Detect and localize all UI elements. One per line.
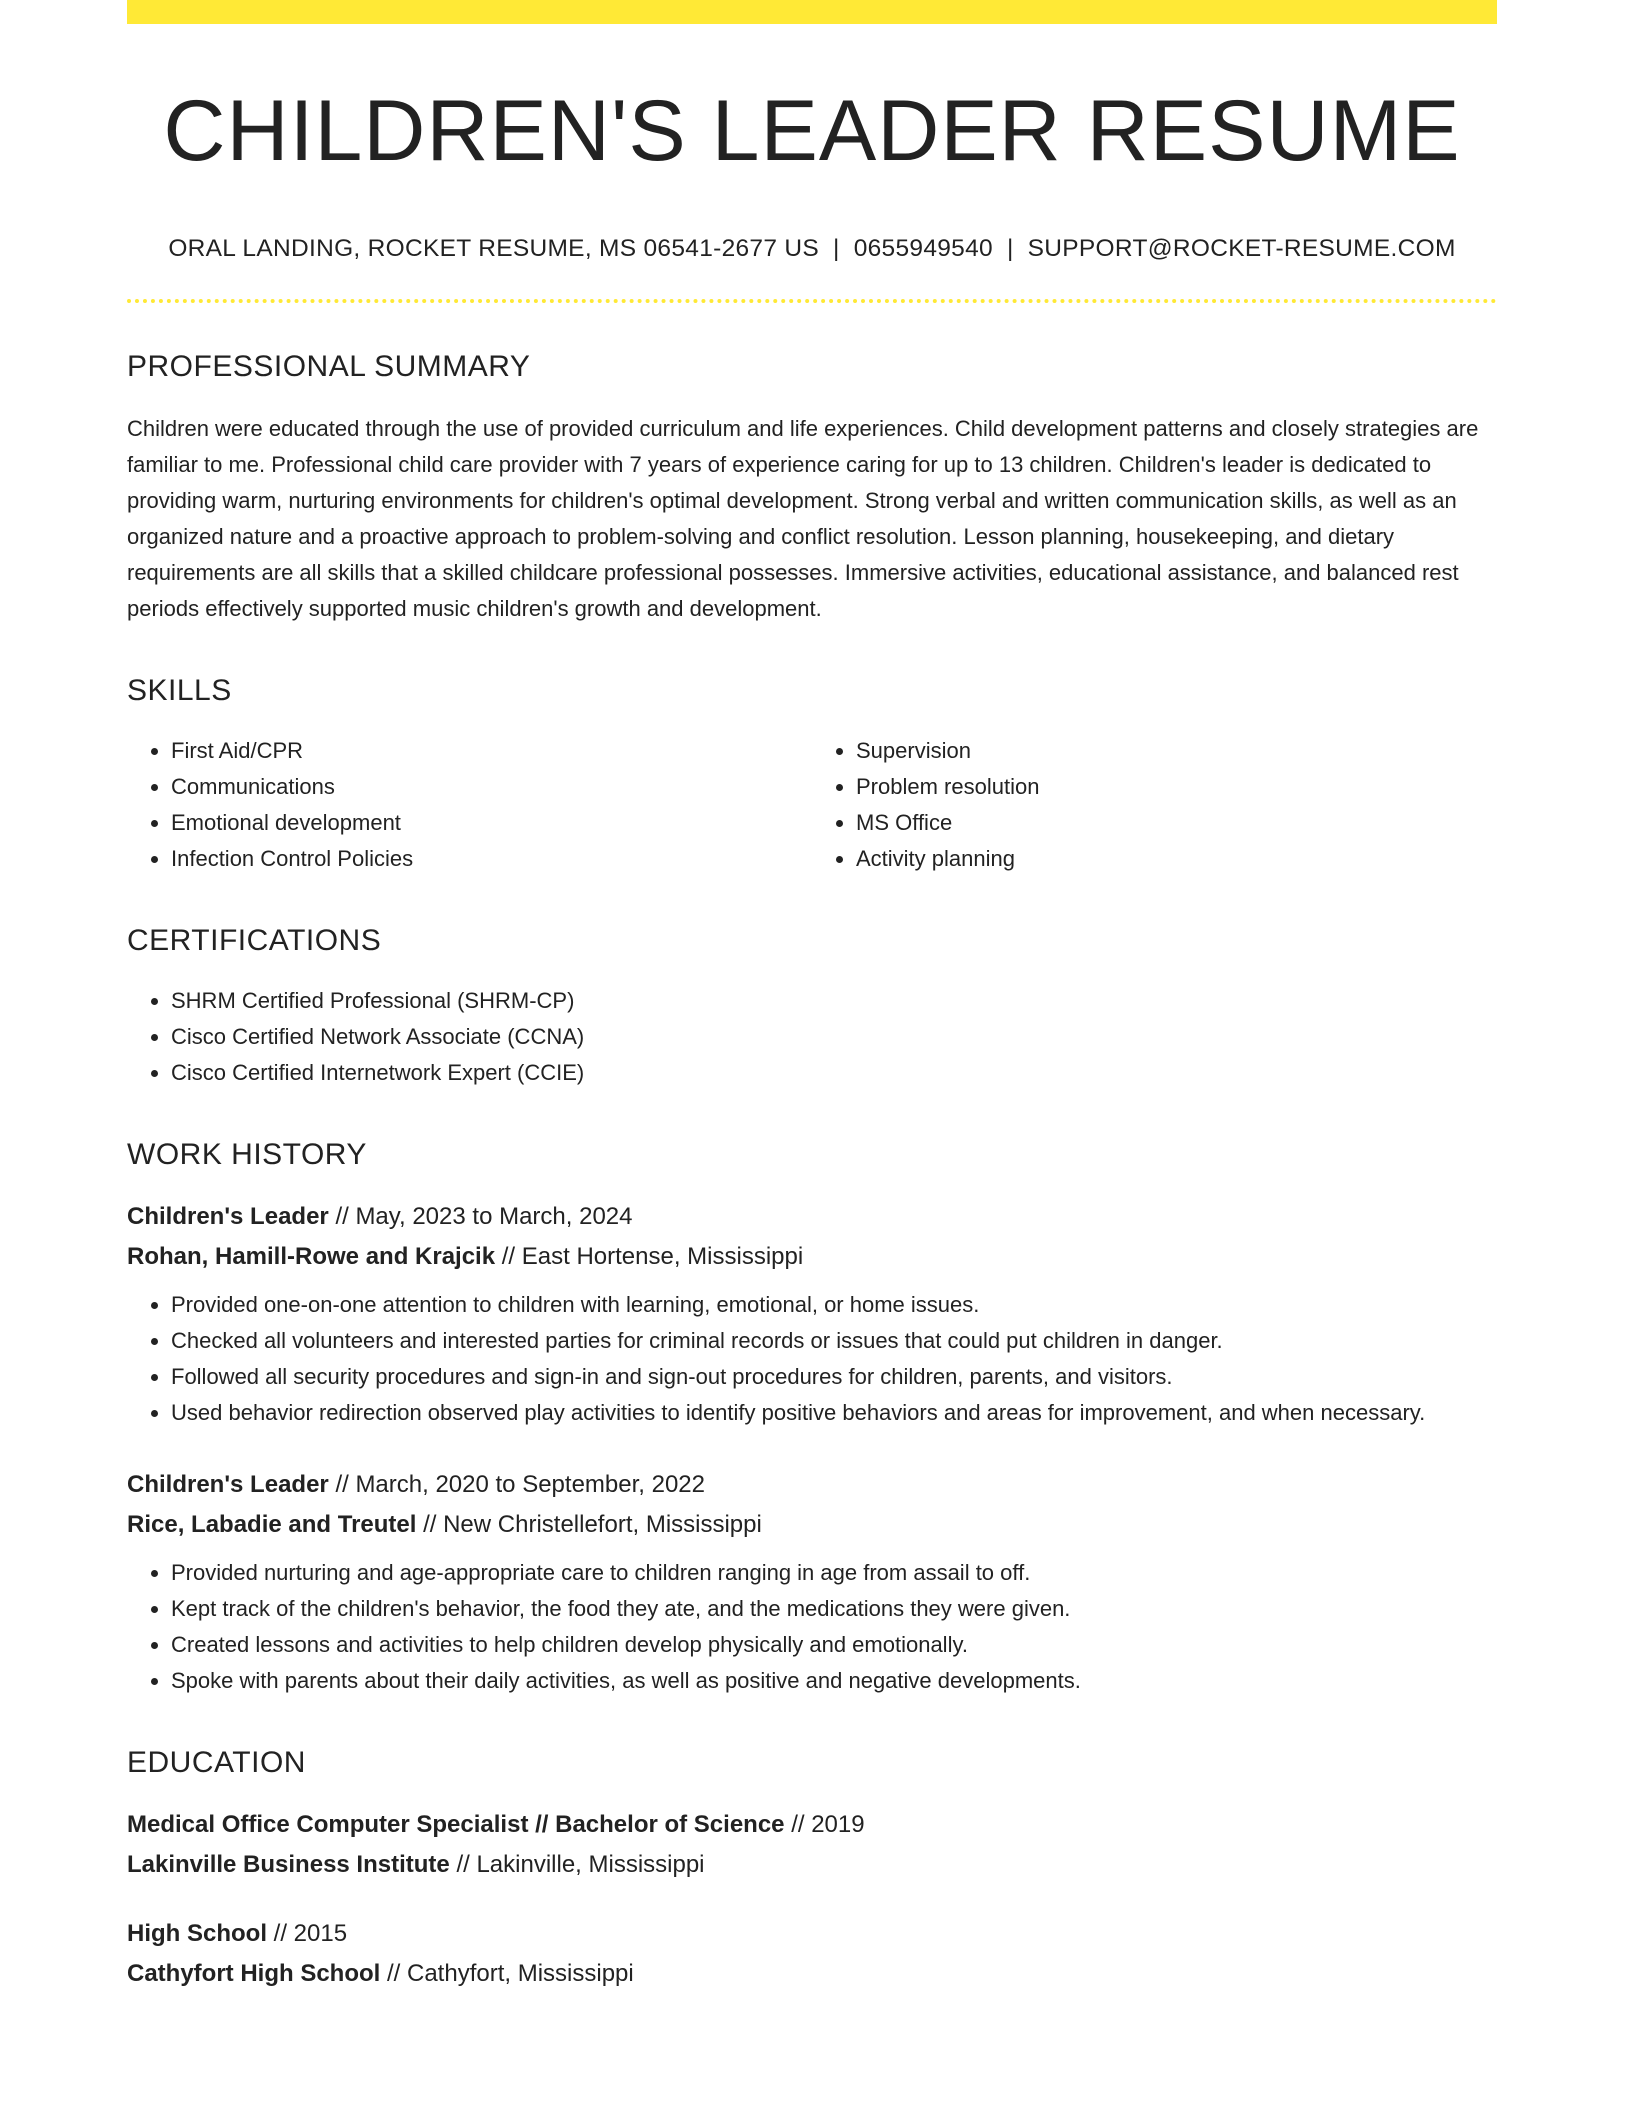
job-bullets — [127, 1287, 1497, 1431]
job-dates: // May, 2023 to March, 2024 — [335, 1202, 633, 1230]
job-dates: // March, 2020 to September, 2022 — [335, 1470, 705, 1498]
skills-list — [127, 733, 1497, 877]
job-bullet: • Kept track of the children's behavior, the food they ate, and the medications they were given. — [171, 1591, 1497, 1627]
education-degree: High School — [127, 1919, 267, 1947]
certifications-list — [127, 983, 1497, 1091]
contact-phone: 0655949540 — [853, 234, 993, 262]
contact-separator: | — [833, 234, 840, 262]
job-title-line — [127, 1465, 1497, 1505]
contact-address: ORAL LANDING, ROCKET RESUME, MS 06541-2677 US — [168, 234, 820, 262]
resume-page — [127, 0, 1497, 1994]
skill-item: • Emotional development — [171, 805, 812, 841]
job-company: Rice, Labadie and Treutel — [127, 1510, 417, 1538]
education-school-line — [127, 1845, 1497, 1885]
education-degree: Medical Office Computer Specialist // Bachelor of Science — [127, 1810, 785, 1838]
education-school-line — [127, 1954, 1497, 1994]
skill-item: • Supervision — [856, 733, 1497, 769]
job-bullet: • Used behavior redirection observed play activities to identify positive behaviors and areas for improvement, and when necessary. — [171, 1395, 1497, 1431]
skills-column-right — [812, 733, 1497, 877]
certification-item: • Cisco Certified Internetwork Expert (CCIE) — [171, 1055, 1497, 1091]
contact-line — [127, 233, 1497, 265]
top-accent-bar — [127, 0, 1497, 24]
skill-item: • Infection Control Policies — [171, 841, 812, 877]
education-year: // 2019 — [791, 1810, 865, 1838]
job-title-line — [127, 1197, 1497, 1237]
contact-email: SUPPORT@ROCKET-RESUME.COM — [1027, 234, 1456, 262]
job-entry — [127, 1465, 1497, 1699]
skill-item: • MS Office — [856, 805, 1497, 841]
job-entry — [127, 1197, 1497, 1431]
job-location: // East Hortense, Mississippi — [501, 1242, 804, 1270]
education-heading: EDUCATION — [127, 1745, 306, 1779]
job-location: // New Christellefort, Mississippi — [423, 1510, 762, 1538]
job-title: Children's Leader — [127, 1202, 329, 1230]
education-degree-line — [127, 1914, 1497, 1954]
education-year: // 2015 — [273, 1919, 348, 1947]
certifications-heading: CERTIFICATIONS — [127, 923, 382, 957]
job-bullet: • Spoke with parents about their daily activities, as well as positive and negative developments. — [171, 1663, 1497, 1699]
education-school: Lakinville Business Institute — [127, 1850, 450, 1878]
skills-column-left — [127, 733, 812, 877]
job-bullet: • Checked all volunteers and interested parties for criminal records or issues that could put children in danger. — [171, 1323, 1497, 1359]
job-bullet: • Created lessons and activities to help children develop physically and emotionally. — [171, 1627, 1497, 1663]
work-history-heading: WORK HISTORY — [127, 1137, 367, 1171]
contact-separator: | — [1006, 234, 1014, 262]
job-company: Rohan, Hamill-Rowe and Krajcik — [127, 1242, 496, 1270]
job-company-line — [127, 1505, 1497, 1545]
education-entry — [127, 1805, 1497, 1885]
skill-item: • Activity planning — [856, 841, 1497, 877]
skill-item: • Communications — [171, 769, 812, 805]
education-location: // Lakinville, Mississippi — [456, 1850, 705, 1878]
education-degree-line — [127, 1805, 1497, 1845]
skill-item: • Problem resolution — [856, 769, 1497, 805]
resume-title: CHILDREN'S LEADER RESUME — [163, 83, 1461, 179]
skill-item: • First Aid/CPR — [171, 733, 812, 769]
education-school: Cathyfort High School — [127, 1959, 381, 1987]
education-location: // Cathyfort, Mississippi — [387, 1959, 634, 1987]
education-entry — [127, 1914, 1497, 1994]
certification-item: • SHRM Certified Professional (SHRM-CP) — [171, 983, 1497, 1019]
header-divider — [127, 299, 1497, 303]
job-bullet: • Provided one-on-one attention to children with learning, emotional, or home issues. — [171, 1287, 1497, 1323]
job-title: Children's Leader — [127, 1470, 329, 1498]
summary-text: Children were educated through the use of provided curriculum and life experiences. Child development patterns and closely strategies are familiar to me. Professional child care provider with 7 years of experience caring for up to 13 children. Children's leader is dedicated to providing warm, nurturing environments for children's optimal development. Strong verbal and written communication skills, as well as an organized nature and a proactive approach to problem-solving and conflict resolution. Lesson planning, housekeeping, and dietary requirements are all skills that a skilled childcare professional possesses. Immersive activities, educational assistance, and balanced rest periods effectively supported music children's growth and development. — [127, 415, 1479, 621]
summary-heading: PROFESSIONAL SUMMARY — [127, 349, 531, 383]
job-bullet: • Followed all security procedures and sign-in and sign-out procedures for children, parents, and visitors. — [171, 1359, 1497, 1395]
certification-item: • Cisco Certified Network Associate (CCNA) — [171, 1019, 1497, 1055]
job-company-line — [127, 1237, 1497, 1277]
job-bullets — [127, 1555, 1497, 1699]
job-bullet: • Provided nurturing and age-appropriate care to children ranging in age from assail to off. — [171, 1555, 1497, 1591]
skills-heading: SKILLS — [127, 673, 232, 707]
